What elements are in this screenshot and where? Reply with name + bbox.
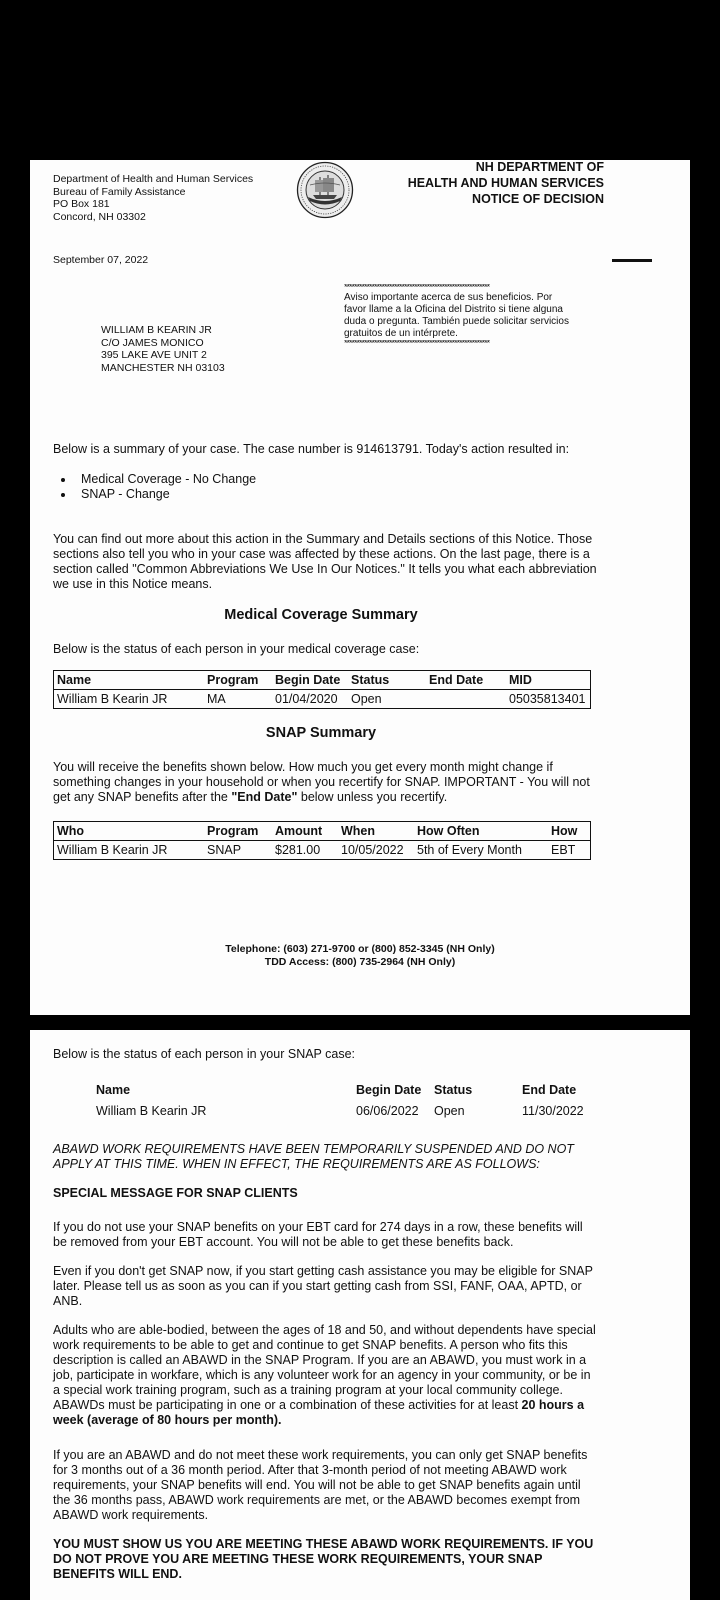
case-summary-intro: Below is a summary of your case. The case number is 914613791. Today's action resulted in: <box>53 442 570 456</box>
abawd-suspended-notice: ABAWD WORK REQUIREMENTS HAVE BEEN TEMPORARILY SUSPENDED AND DO NOT APPLY AT THIS TIME. WHEN IN EFFECT, THE REQUIREMENTS ARE AS FOLLOWS: <box>53 1142 574 1171</box>
notice-date: September 07, 2022 <box>53 254 149 266</box>
abawd-time-limit-paragraph: If you are an ABAWD and do not meet these work requirements, you can only get SNAP benefits for 3 months out of a 36 month period. After that 3-month period of not meeting ABAWD work requirements, your SNAP benefits will end. You will not be able to get SNAP benefits again until the 36 months pass, ABAWD work requirements are met, or the ABAWD becomes exempt from ABAWD work requirements. <box>53 1448 588 1522</box>
medical-coverage-heading: Medical Coverage Summary <box>224 607 418 623</box>
contact-footer <box>30 943 690 969</box>
snap-summary-heading: SNAP Summary <box>265 725 377 741</box>
column-header: Program <box>207 673 259 687</box>
sender-line: PO Box 181 <box>53 198 110 210</box>
recipient-line: 395 LAKE AVE UNIT 2 <box>101 349 207 361</box>
table-cell: 01/04/2020 <box>272 690 348 709</box>
table-cell: 10/05/2022 <box>338 841 414 860</box>
table-cell: Open <box>348 690 426 709</box>
stars-divider: ********************************************************** <box>344 340 490 348</box>
column-header: Name <box>96 1083 131 1097</box>
column-header: Begin Date <box>356 1083 422 1097</box>
table-cell: Open <box>434 1104 465 1118</box>
spanish-line: Aviso importante acerca de sus beneficios. Por <box>344 292 553 303</box>
snap-intro <box>53 760 598 805</box>
stars-divider: ********************************************************** <box>344 284 490 292</box>
notice-page-1 <box>30 160 690 1015</box>
abawd-text: Adults who are able-bodied, between the ages of 18 and 50, and without dependents have special work requirements to be able to get and continue to get SNAP benefits. A person who fits this description is called an ABAWD in the SNAP Program. If you are an ABAWD, you must work in a job, participate in workfare, which is any volunteer work for an agency in your community, or be in a special work training program, such as a training program at your local community college. ABAWDs must be participating in one or a combination of these activities for at least <box>53 1323 596 1412</box>
snap-intro-text: below unless you recertify. <box>297 790 448 804</box>
recipient-line: WILLIAM B KEARIN JR <box>101 324 212 336</box>
title-line: NH DEPARTMENT OF <box>475 160 604 174</box>
table-cell: $281.00 <box>272 841 338 860</box>
hours-emphasis: 20 hours a week (average of 80 hours per month). <box>53 1398 585 1427</box>
title-line: HEALTH AND HUMAN SERVICES <box>407 176 604 190</box>
column-header: Who <box>57 824 85 838</box>
state-seal-icon <box>296 161 354 219</box>
table-header-row <box>54 822 591 841</box>
table-cell: EBT <box>548 841 591 860</box>
sender-line: Concord, NH 03302 <box>53 210 146 223</box>
table-cell: MA <box>204 690 272 709</box>
end-date-emphasis: "End Date" <box>231 790 298 804</box>
medical-coverage-table <box>53 670 591 709</box>
table-row <box>96 1101 584 1122</box>
recipient-line: MANCHESTER NH 03103 <box>101 361 225 374</box>
action-item: • Medical Coverage - No Change <box>75 472 256 487</box>
action-item: • SNAP - Change <box>75 487 256 502</box>
spanish-line: favor llame a la Oficina del Distrito si tiene alguna <box>344 304 563 315</box>
spanish-line: duda o pregunta. También puede solicitar servicios <box>344 316 569 327</box>
page-edge-mark <box>612 259 652 262</box>
column-header: End Date <box>429 673 484 687</box>
notice-page-2 <box>30 1030 690 1600</box>
table-cell: 11/30/2022 <box>522 1104 584 1118</box>
table-row <box>54 690 591 709</box>
cash-assistance-paragraph: Even if you don't get SNAP now, if you start getting cash assistance you may be eligible for SNAP later. Please tell us as soon as you can if you start getting cash from SSI, FANF, OAA, APTD, or ANB. <box>53 1264 593 1308</box>
spanish-notice <box>344 284 590 348</box>
table-cell: William B Kearin JR <box>54 690 205 709</box>
table-header-row <box>96 1080 584 1101</box>
table-header-row <box>54 671 591 690</box>
spanish-line: gratuitos de un intérprete. <box>344 328 458 339</box>
table-cell: 06/06/2022 <box>356 1104 419 1118</box>
sender-line: Bureau of Family Assistance <box>53 185 186 198</box>
sender-line: Department of Health and Human Services <box>53 173 254 185</box>
column-header: End Date <box>522 1083 577 1097</box>
tdd-line: TDD Access: (800) 735-2964 (NH Only) <box>264 956 456 968</box>
table-cell <box>426 690 506 709</box>
special-message-heading: SPECIAL MESSAGE FOR SNAP CLIENTS <box>53 1186 298 1200</box>
table-cell: William B Kearin JR <box>54 841 205 860</box>
column-header: MID <box>509 673 532 687</box>
sender-address <box>53 173 253 223</box>
ebt-expiry-paragraph: If you do not use your SNAP benefits on your EBT card for 274 days in a row, these benefits will be removed from your EBT account. You will not be able to get these benefits back. <box>53 1220 583 1249</box>
table-row <box>54 841 591 860</box>
column-header: How Often <box>417 824 480 838</box>
recipient-line: C/O JAMES MONICO <box>101 336 204 349</box>
column-header: Name <box>57 673 92 687</box>
snap-benefits-table <box>53 821 591 860</box>
telephone-line: Telephone: (603) 271-9700 or (800) 852-3345 (NH Only) <box>225 943 495 955</box>
medical-intro: Below is the status of each person in your medical coverage case: <box>53 642 420 656</box>
title-line: NOTICE OF DECISION <box>472 192 604 206</box>
column-header: When <box>341 824 376 838</box>
column-header: Status <box>351 673 390 687</box>
table-cell: William B Kearin JR <box>96 1104 207 1118</box>
abawd-warning: YOU MUST SHOW US YOU ARE MEETING THESE ABAWD WORK REQUIREMENTS. IF YOU DO NOT PROVE YOU ARE MEETING THESE WORK REQUIREMENTS, YOUR SNAP BENEFITS WILL END. <box>53 1537 594 1581</box>
column-header: Amount <box>275 824 323 838</box>
column-header: Begin Date <box>275 673 341 687</box>
column-header: Program <box>207 824 259 838</box>
column-header: Status <box>434 1083 473 1097</box>
table-cell: SNAP <box>204 841 272 860</box>
abawd-requirements-paragraph <box>53 1323 598 1428</box>
snap-status-table <box>96 1080 584 1122</box>
action-list <box>53 472 256 502</box>
snap-intro-text: You will receive the benefits shown below. How much you get every month might change if something changes in your household or when you recertify for SNAP. IMPORTANT - You will not get any SNAP benefits after the <box>53 760 590 804</box>
column-header: How <box>551 824 578 838</box>
find-out-more-paragraph: You can find out more about this action in the Summary and Details sections of this Notice. Those sections also tell you who in your case was affected by these actions. On the last page, there is a section called "Common Abbreviations We Use In Our Notices." It tells you what each abbreviation we use in this Notice means. <box>53 532 597 591</box>
snap-status-intro: Below is the status of each person in your SNAP case: <box>53 1047 356 1061</box>
table-cell: 05035813401 <box>506 690 591 709</box>
table-cell: 5th of Every Month <box>414 841 548 860</box>
recipient-address <box>101 324 225 374</box>
notice-title <box>408 160 604 207</box>
